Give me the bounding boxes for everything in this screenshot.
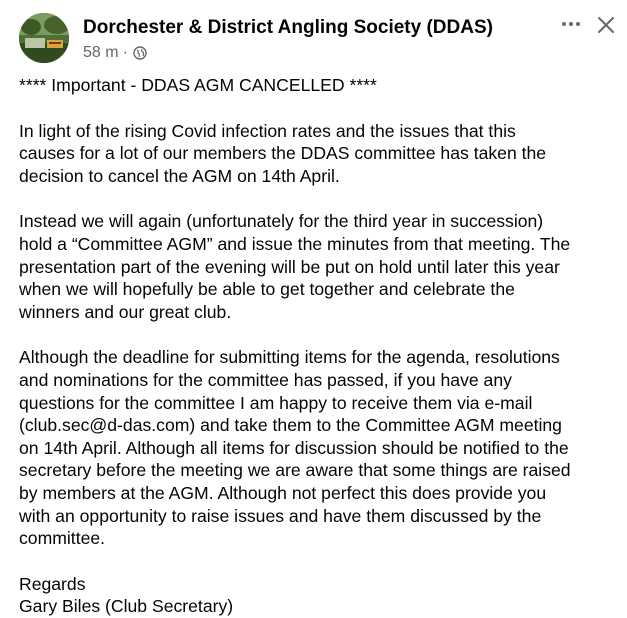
post-timestamp[interactable]: 58 m <box>83 44 119 61</box>
post-headline: **** Important - DDAS AGM CANCELLED **** <box>19 75 377 95</box>
paragraph-2: Instead we will again (unfortunately for the third year in succession) hold a “Committee AGM” and issue the minutes from that meeting. The presentation part of the evening will be put on hold until later this year when we will hopefully be able to get together and celebrate the winners and our great club. <box>19 211 571 322</box>
close-icon <box>594 13 618 37</box>
signoff-author: Gary Biles (Club Secretary) <box>19 596 234 617</box>
close-button[interactable] <box>594 13 618 37</box>
meta-separator: · <box>122 44 128 61</box>
post-meta <box>83 43 147 63</box>
avatar-image <box>19 13 69 63</box>
signoff-greeting: Regards <box>19 573 86 594</box>
paragraph-1: In light of the rising Covid infection rates and the issues that this causes for a lot of our members the DDAS committee has taken the decision to cancel the AGM on 14th April. <box>19 120 547 186</box>
page-name[interactable]: Dorchester & District Angling Society (DDAS) <box>83 17 493 38</box>
globe-icon[interactable] <box>133 46 147 60</box>
more-horizontal-icon <box>562 22 566 26</box>
paragraph-3: Although the deadline for submitting items for the agenda, resolutions and nominations for the committee has passed, if you have any questions for the committee I am happy to receive them via e-mail (club.sec@d-das.com) and take them to the Committee AGM meeting on 14th April. Although all items for discussion should be notified to the secretary before the meeting we are aware that some things are raised by members at the AGM. Although not perfect this does provide you with an opportunity to raise issues and have them discussed by the committee. <box>19 347 571 549</box>
more-options-button[interactable] <box>557 11 585 37</box>
signoff <box>19 573 619 618</box>
page-avatar[interactable] <box>19 13 69 63</box>
post-text <box>19 74 619 618</box>
post-header <box>0 0 627 74</box>
